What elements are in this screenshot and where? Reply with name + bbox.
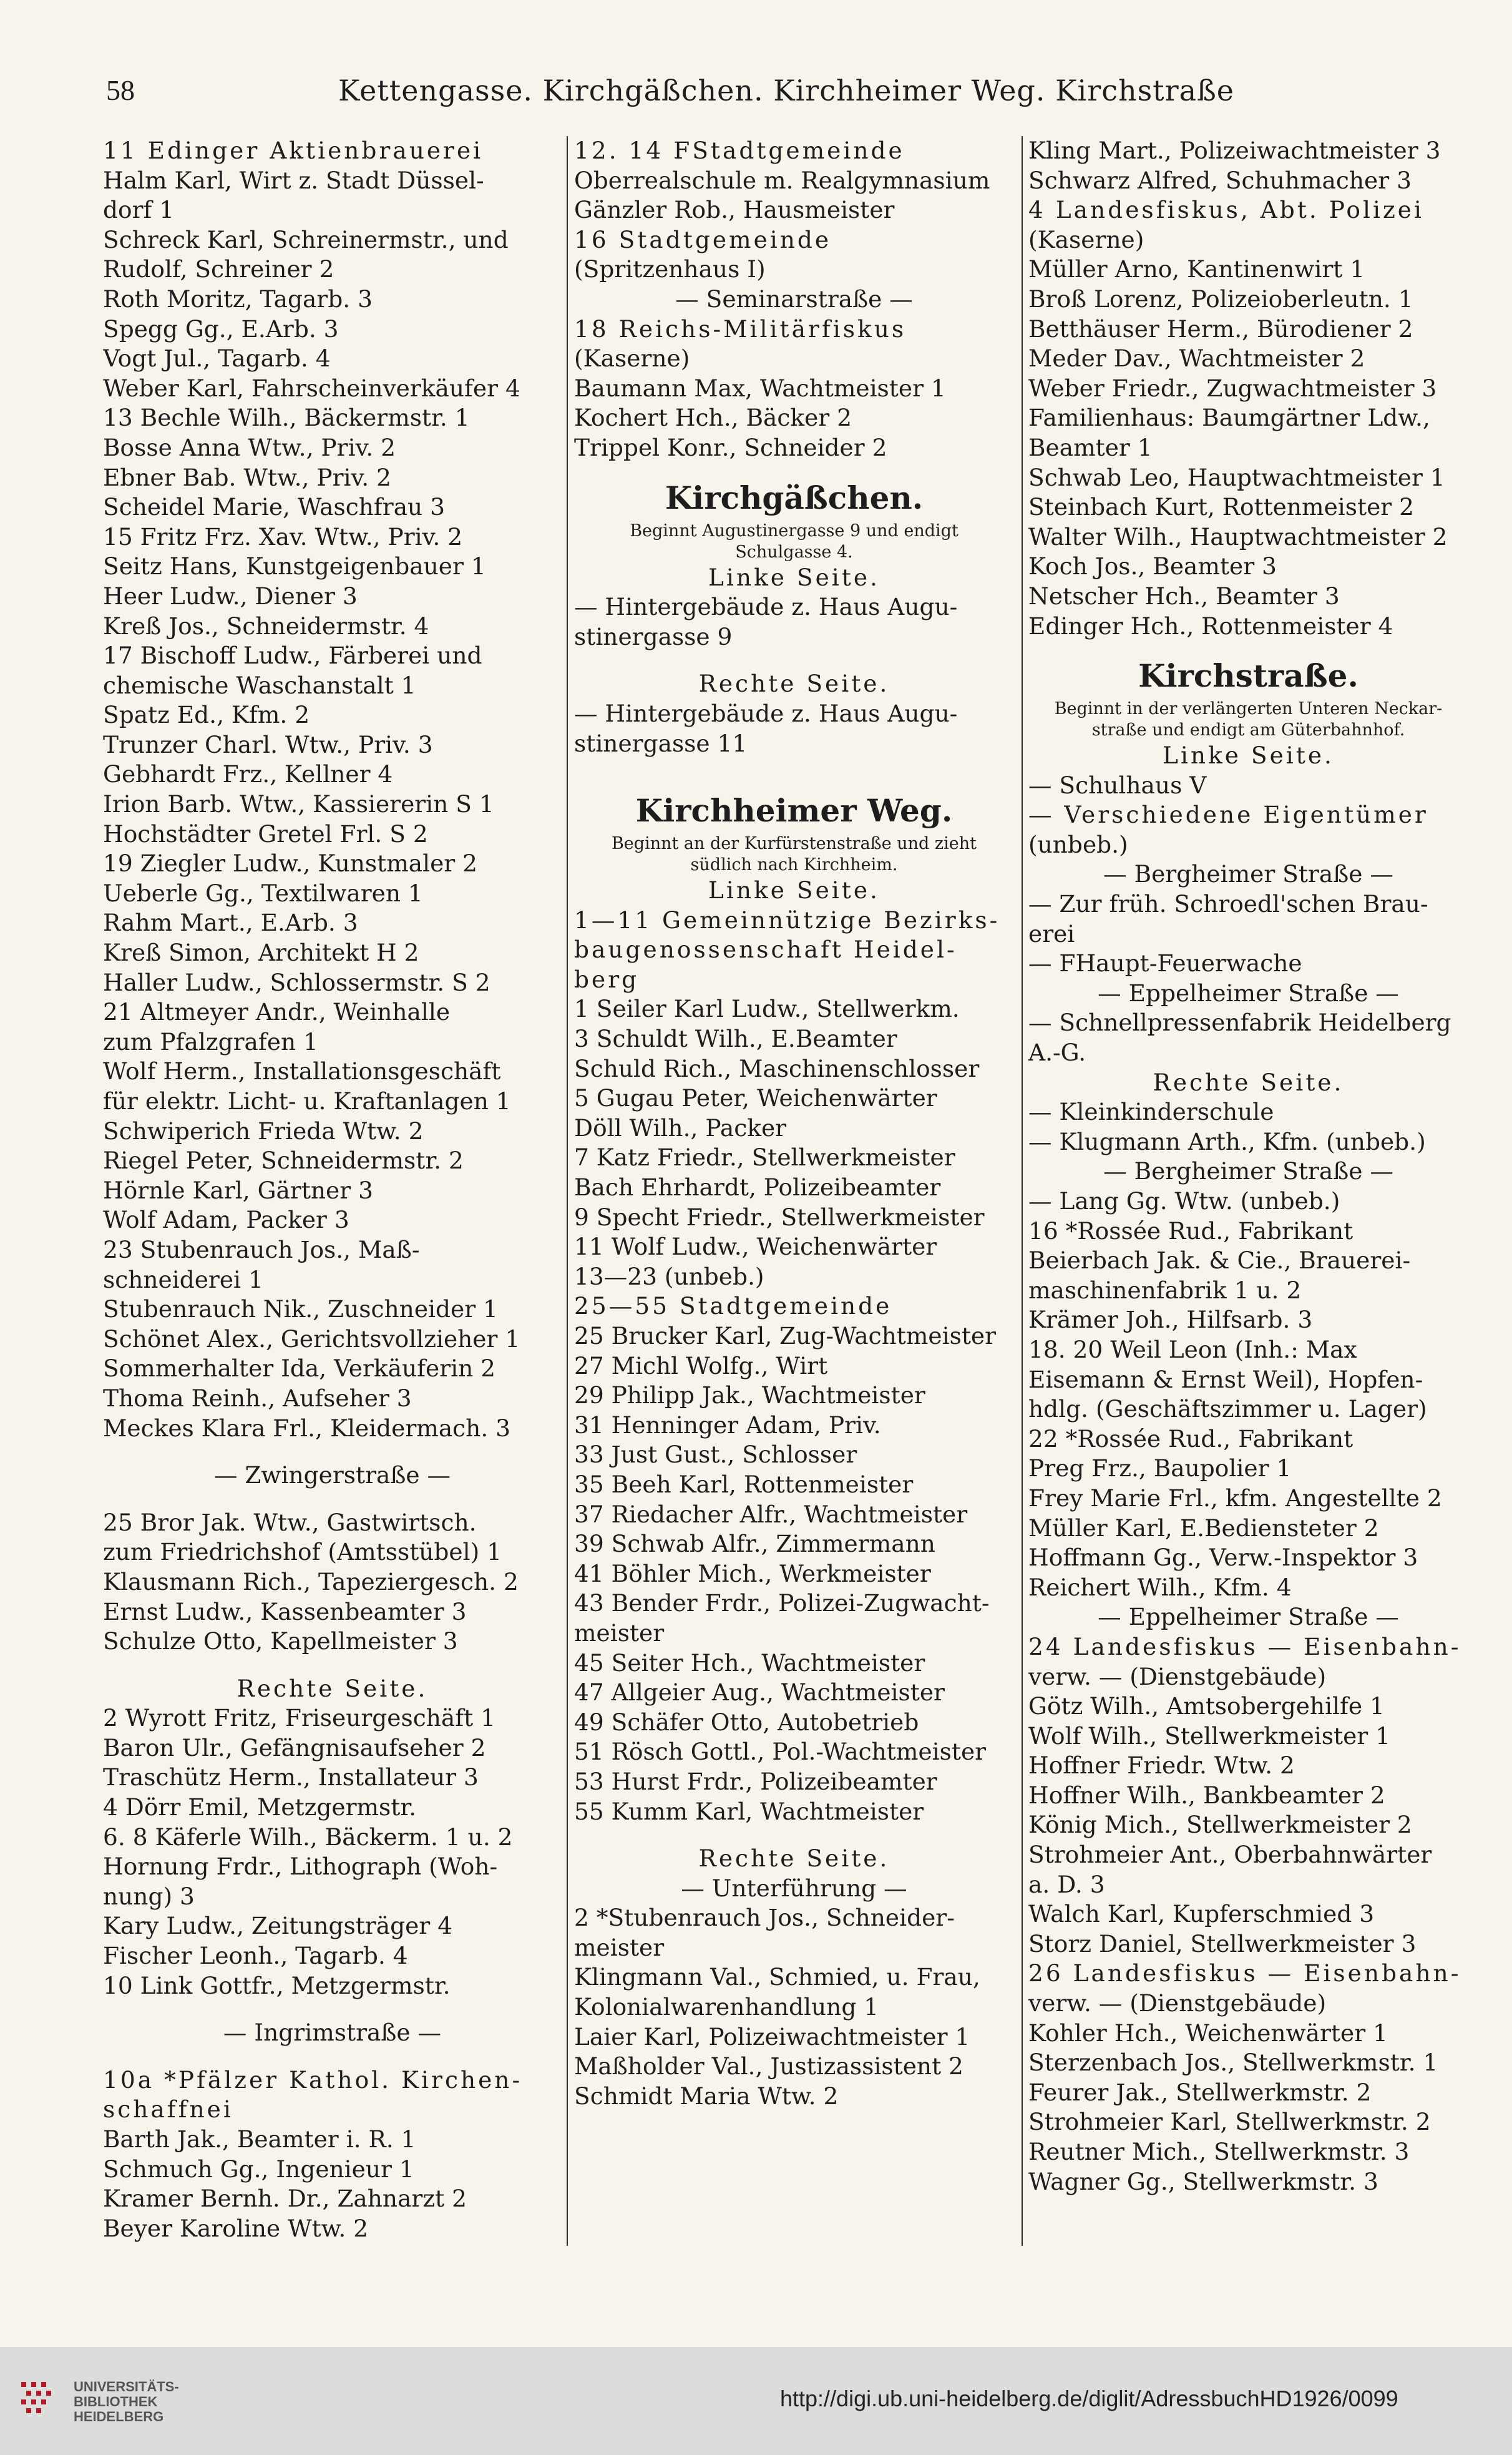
directory-entry: 13—23 (unbeb.) xyxy=(574,1262,764,1290)
directory-entry: Eisemann & Ernst Weil), Hopfen- xyxy=(1028,1365,1423,1393)
directory-entry: Barth Jak., Beamter i. R. 1 xyxy=(103,2125,416,2153)
directory-entry: 15 Fritz Frz. Xav. Wtw., Priv. 2 xyxy=(103,522,463,551)
directory-entry: 1—11 Gemeinnützige Bezirks- xyxy=(574,906,1000,934)
directory-entry: Halm Karl, Wirt z. Stadt Düssel- xyxy=(103,166,484,194)
section-label: — Eppelheimer Straße — xyxy=(1098,1603,1399,1631)
column-left xyxy=(103,136,562,2246)
library-name-line: BIBLIOTHEK xyxy=(74,2394,158,2409)
directory-entry: Weber Karl, Fahrscheinverkäufer 4 xyxy=(103,374,520,402)
directory-entry: A.-G. xyxy=(1028,1039,1086,1067)
directory-entry: Reutner Mich., Stellwerkmstr. 3 xyxy=(1028,2138,1410,2165)
directory-entry: Maßholder Val., Justizassistent 2 xyxy=(574,2052,963,2080)
directory-entry: Hoffner Friedr. Wtw. 2 xyxy=(1028,1752,1295,1780)
directory-entry: Döll Wilh., Packer xyxy=(574,1114,787,1142)
directory-entry: stinergasse 11 xyxy=(574,729,748,757)
directory-entry: Hoffner Wilh., Bankbeamter 2 xyxy=(1028,1781,1385,1809)
directory-entry: Ernst Ludw., Kassenbeamter 3 xyxy=(103,1597,467,1625)
spacer xyxy=(103,1491,562,1508)
directory-entry: 22 *Rossée Rud., Fabrikant xyxy=(1028,1424,1353,1453)
directory-entry: 12. 14 FStadtgemeinde xyxy=(574,137,905,164)
section-label: Linke Seite. xyxy=(708,876,880,904)
directory-entry: Müller Arno, Kantinenwirt 1 xyxy=(1028,255,1365,283)
directory-entry: Spatz Ed., Kfm. 2 xyxy=(103,701,310,729)
directory-entry: 45 Seiter Hch., Wachtmeister xyxy=(574,1649,925,1677)
directory-entry: (Kaserne) xyxy=(574,345,690,373)
directory-entry: chemische Waschanstalt 1 xyxy=(103,671,416,699)
section-label: — Unterführung — xyxy=(681,1874,907,1902)
directory-entry: Irion Barb. Wtw., Kassiererin S 1 xyxy=(103,790,494,818)
street-heading: Kirchgäßchen. xyxy=(665,479,924,516)
directory-entry: 13 Bechle Wilh., Bäckermstr. 1 xyxy=(103,404,470,432)
directory-entry: Trunzer Charl. Wtw., Priv. 3 xyxy=(103,730,433,758)
directory-entry: Stubenrauch Nik., Zuschneider 1 xyxy=(103,1295,498,1323)
directory-entry: Kochert Hch., Bäcker 2 xyxy=(574,404,852,432)
directory-entry: stinergasse 9 xyxy=(574,622,733,650)
directory-entry: 39 Schwab Alfr., Zimmermann xyxy=(574,1530,935,1558)
directory-entry: — Verschiedene Eigentümer xyxy=(1028,801,1428,829)
directory-entry: hdlg. (Geschäftszimmer u. Lager) xyxy=(1028,1395,1427,1423)
directory-entry: Kolonialwarenhandlung 1 xyxy=(574,1993,879,2021)
column-divider xyxy=(1022,136,1023,2246)
section-label: Linke Seite. xyxy=(708,563,880,591)
street-description: straße und endigt am Güterbahnhof. xyxy=(1091,720,1405,740)
directory-entry: 27 Michl Wolfg., Wirt xyxy=(574,1351,828,1379)
column-middle xyxy=(574,136,1014,2246)
directory-entry: 6. 8 Käferle Wilh., Bäckerm. 1 u. 2 xyxy=(103,1823,513,1851)
section-label: Rechte Seite. xyxy=(698,1845,890,1873)
directory-entry: Meder Dav., Wachtmeister 2 xyxy=(1028,345,1365,373)
directory-entry: 24 Landesfiskus — Eisenbahn- xyxy=(1028,1632,1461,1660)
directory-entry: — Schulhaus V xyxy=(1028,771,1207,799)
directory-entry: — Hintergebäude z. Haus Augu- xyxy=(574,699,958,727)
directory-entry: 43 Bender Frdr., Polizei-Zugwacht- xyxy=(574,1589,990,1617)
street-description: Beginnt in der verlängerten Unteren Neckar- xyxy=(1054,699,1443,719)
directory-entry: Schreck Karl, Schreinermstr., und xyxy=(103,225,509,253)
directory-entry: zum Pfalzgrafen 1 xyxy=(103,1027,318,1056)
street-description: südlich nach Kirchheim. xyxy=(690,855,898,875)
street-description: Schulgasse 4. xyxy=(735,542,853,562)
directory-entry: meister xyxy=(574,1619,665,1647)
directory-entry: Wolf Wilh., Stellwerkmeister 1 xyxy=(1028,1722,1390,1750)
directory-entry: 23 Stubenrauch Jos., Maß- xyxy=(103,1235,420,1263)
directory-entry: Rahm Mart., E.Arb. 3 xyxy=(103,909,358,937)
directory-entry: Beierbach Jak. & Cie., Brauerei- xyxy=(1028,1247,1411,1275)
directory-entry: 4 Dörr Emil, Metzgermstr. xyxy=(103,1793,417,1821)
directory-entry: 29 Philipp Jak., Wachtmeister xyxy=(574,1381,925,1409)
directory-entry: Walch Karl, Kupferschmied 3 xyxy=(1028,1900,1375,1928)
directory-entry: schneiderei 1 xyxy=(103,1265,263,1293)
directory-entry: 4 Landesfiskus, Abt. Polizei xyxy=(1028,196,1424,224)
section-label: — Zwingerstraße — xyxy=(213,1461,451,1489)
column-divider xyxy=(567,136,568,2246)
directory-entry: Götz Wilh., Amtsobergehilfe 1 xyxy=(1028,1692,1385,1720)
spacer xyxy=(103,2048,562,2065)
directory-entry: 1 Seiler Karl Ludw., Stellwerkm. xyxy=(574,995,960,1023)
directory-entry: Kohler Hch., Weichenwärter 1 xyxy=(1028,2019,1388,2047)
directory-entry: Ebner Bab. Wtw., Priv. 2 xyxy=(103,463,391,491)
directory-entry: 25—55 Stadtgemeinde xyxy=(574,1292,892,1320)
page-header xyxy=(106,74,1466,117)
directory-entry: Kreß Simon, Architekt H 2 xyxy=(103,939,419,967)
directory-entry: Schönet Alex., Gerichtsvollzieher 1 xyxy=(103,1325,520,1353)
directory-entry: Hörnle Karl, Gärtner 3 xyxy=(103,1176,373,1204)
directory-entry: — FHaupt-Feuerwache xyxy=(1028,949,1302,978)
directory-entry: Sterzenbach Jos., Stellwerkmstr. 1 xyxy=(1028,2049,1438,2077)
spacer xyxy=(103,1443,562,1461)
spacer xyxy=(574,758,1014,776)
directory-entry: Baron Ulr., Gefängnisaufseher 2 xyxy=(103,1733,486,1762)
directory-entry: Schuld Rich., Maschinenschlosser xyxy=(574,1054,980,1082)
directory-entry: Hochstädter Gretel Frl. S 2 xyxy=(103,820,428,848)
source-url-link[interactable]: http://digi.ub.uni-heidelberg.de/diglit/AdressbuchHD1926/0099 xyxy=(780,2386,1398,2411)
directory-entry: 11 Edinger Aktienbrauerei xyxy=(103,137,484,164)
spacer xyxy=(103,2001,562,2018)
page-number: 58 xyxy=(106,74,135,106)
directory-entry: verw. — (Dienstgebäude) xyxy=(1028,1662,1327,1690)
directory-entry: — Schnellpressenfabrik Heidelberg xyxy=(1028,1009,1451,1037)
directory-entry: Schwarz Alfred, Schuhmacher 3 xyxy=(1028,166,1412,194)
directory-entry: Netscher Hch., Beamter 3 xyxy=(1028,582,1340,610)
directory-entry: Familienhaus: Baumgärtner Ldw., xyxy=(1028,404,1430,432)
directory-entry: Hoffmann Gg., Verw.-Inspektor 3 xyxy=(1028,1544,1418,1572)
directory-entry: Haller Ludw., Schlossermstr. S 2 xyxy=(103,968,490,996)
directory-entry: 41 Böhler Mich., Werkmeister xyxy=(574,1559,931,1587)
directory-entry: 11 Wolf Ludw., Weichenwärter xyxy=(574,1233,937,1261)
library-logo-icon xyxy=(19,2379,62,2423)
directory-entry: maschinenfabrik 1 u. 2 xyxy=(1028,1276,1302,1304)
directory-entry: 47 Allgeier Aug., Wachtmeister xyxy=(574,1678,945,1707)
street-heading: Kirchstraße. xyxy=(1138,657,1358,695)
directory-entry: Bosse Anna Wtw., Priv. 2 xyxy=(103,433,396,461)
library-footer xyxy=(0,2347,1512,2455)
spacer xyxy=(103,1657,562,1674)
directory-entry: Spegg Gg., E.Arb. 3 xyxy=(103,315,339,343)
directory-entry: verw. — (Dienstgebäude) xyxy=(1028,1989,1327,2017)
directory-entry: Kreß Jos., Schneidermstr. 4 xyxy=(103,612,429,640)
directory-entry: 2 Wyrott Fritz, Friseurgeschäft 1 xyxy=(103,1704,495,1732)
directory-entry: Laier Karl, Polizeiwachtmeister 1 xyxy=(574,2022,970,2051)
directory-entry: erei xyxy=(1028,919,1075,948)
directory-entry: 49 Schäfer Otto, Autobetrieb xyxy=(574,1708,919,1736)
directory-entry: zum Friedrichshof (Amtsstübel) 1 xyxy=(103,1538,502,1566)
directory-entry: 17 Bischoff Ludw., Färberei und xyxy=(103,642,482,670)
section-label: Rechte Seite. xyxy=(237,1674,428,1702)
directory-entry: 5 Gugau Peter, Weichenwärter xyxy=(574,1084,937,1112)
directory-entry: (unbeb.) xyxy=(1028,830,1128,858)
directory-entry: (Spritzenhaus I) xyxy=(574,255,766,283)
directory-entry: Edinger Hch., Rottenmeister 4 xyxy=(1028,612,1393,640)
directory-entry: Betthäuser Herm., Bürodiener 2 xyxy=(1028,315,1413,343)
directory-entry: Schwiperich Frieda Wtw. 2 xyxy=(103,1117,424,1145)
section-label: Rechte Seite. xyxy=(698,670,890,698)
section-label: Rechte Seite. xyxy=(1153,1068,1344,1096)
directory-entry: 53 Hurst Frdr., Polizeibeamter xyxy=(574,1767,937,1795)
directory-entry: Broß Lorenz, Polizeioberleutn. 1 xyxy=(1028,285,1413,313)
directory-entry: Wagner Gg., Stellwerkmstr. 3 xyxy=(1028,2167,1378,2195)
directory-entry: 10a *Pfälzer Kathol. Kirchen- xyxy=(103,2065,523,2094)
section-label: — Ingrimstraße — xyxy=(223,2019,442,2047)
library-name-line: UNIVERSITÄTS- xyxy=(74,2379,179,2394)
directory-entry: Vogt Jul., Tagarb. 4 xyxy=(103,345,331,373)
directory-entry: für elektr. Licht- u. Kraftanlagen 1 xyxy=(103,1087,511,1115)
street-description: Beginnt Augustinergasse 9 und endigt xyxy=(630,521,958,541)
directory-entry: Koch Jos., Beamter 3 xyxy=(1028,552,1277,581)
section-label: — Eppelheimer Straße — xyxy=(1098,979,1399,1007)
directory-entry: Krämer Joh., Hilfsarb. 3 xyxy=(1028,1306,1313,1334)
directory-entry: 3 Schuldt Wilh., E.Beamter xyxy=(574,1025,897,1053)
directory-entry: Steinbach Kurt, Rottenmeister 2 xyxy=(1028,493,1414,521)
section-label: Linke Seite. xyxy=(1163,742,1334,770)
directory-entry: a. D. 3 xyxy=(1028,1870,1105,1898)
section-label: — Bergheimer Straße — xyxy=(1103,860,1393,888)
directory-entry: Scheidel Marie, Waschfrau 3 xyxy=(103,493,445,521)
directory-entry: Klausmann Rich., Tapeziergesch. 2 xyxy=(103,1567,519,1595)
directory-entry: 7 Katz Friedr., Stellwerkmeister xyxy=(574,1144,955,1172)
directory-entry: Klingmann Val., Schmied, u. Frau, xyxy=(574,1963,980,1991)
directory-entry: — Kleinkinderschule xyxy=(1028,1098,1274,1126)
directory-entry: 51 Rösch Gottl., Pol.-Wachtmeister xyxy=(574,1738,987,1766)
directory-entry: Beamter 1 xyxy=(1028,433,1153,461)
directory-entry: Thoma Reinh., Aufseher 3 xyxy=(103,1384,412,1412)
directory-entry: 9 Specht Friedr., Stellwerkmeister xyxy=(574,1203,985,1231)
directory-entry: Kramer Bernh. Dr., Zahnarzt 2 xyxy=(103,2185,467,2213)
directory-entry: — Hintergebäude z. Haus Augu- xyxy=(574,593,958,621)
directory-entry: — Lang Gg. Wtw. (unbeb.) xyxy=(1028,1187,1340,1215)
directory-entry: Storz Daniel, Stellwerkmeister 3 xyxy=(1028,1929,1417,1958)
section-label: — Bergheimer Straße — xyxy=(1103,1157,1393,1185)
directory-entry: Wolf Herm., Installationsgeschäft xyxy=(103,1057,501,1085)
directory-entry: Reichert Wilh., Kfm. 4 xyxy=(1028,1573,1292,1601)
directory-entry: 10 Link Gottfr., Metzgermstr. xyxy=(103,1971,451,1999)
directory-entry: Walter Wilh., Hauptwachtmeister 2 xyxy=(1028,522,1448,551)
directory-entry: 16 Stadtgemeinde xyxy=(574,225,832,253)
spacer xyxy=(574,1826,1014,1844)
directory-entry: Beyer Karoline Wtw. 2 xyxy=(103,2214,369,2242)
directory-entry: 19 Ziegler Ludw., Kunstmaler 2 xyxy=(103,850,477,878)
directory-entry: Wolf Adam, Packer 3 xyxy=(103,1206,349,1234)
directory-entry: Baumann Max, Wachtmeister 1 xyxy=(574,374,946,402)
directory-entry: Seitz Hans, Kunstgeigenbauer 1 xyxy=(103,552,486,581)
directory-entry: 18. 20 Weil Leon (Inh.: Max xyxy=(1028,1335,1357,1363)
column-right xyxy=(1028,136,1468,2246)
directory-entry: Schwab Leo, Hauptwachtmeister 1 xyxy=(1028,463,1445,491)
library-name xyxy=(74,2379,179,2424)
directory-entry: 25 Brucker Karl, Zug-Wachtmeister xyxy=(574,1322,997,1350)
directory-entry: Kling Mart., Polizeiwachtmeister 3 xyxy=(1028,137,1441,164)
directory-entry: — Klugmann Arth., Kfm. (unbeb.) xyxy=(1028,1127,1426,1155)
directory-entry: Rudolf, Schreiner 2 xyxy=(103,255,334,283)
directory-entry: schaffnei xyxy=(103,2095,233,2124)
directory-entry: berg xyxy=(574,965,640,993)
directory-entry: Gänzler Rob., Hausmeister xyxy=(574,196,895,224)
directory-entry: nung) 3 xyxy=(103,1882,195,1910)
directory-entry: Roth Moritz, Tagarb. 3 xyxy=(103,285,373,313)
directory-entry: Gebhardt Frz., Kellner 4 xyxy=(103,760,393,788)
directory-entry: Schulze Otto, Kapellmeister 3 xyxy=(103,1627,458,1655)
directory-entry: Feurer Jak., Stellwerkmstr. 2 xyxy=(1028,2078,1372,2106)
directory-entry: Trippel Konr., Schneider 2 xyxy=(574,433,887,461)
directory-entry: Sommerhalter Ida, Verkäuferin 2 xyxy=(103,1355,496,1383)
directory-entry: dorf 1 xyxy=(103,196,175,224)
directory-entry: Traschütz Herm., Installateur 3 xyxy=(103,1763,479,1791)
directory-entry: baugenossenschaft Heidel- xyxy=(574,936,957,964)
directory-entry: 31 Henninger Adam, Priv. xyxy=(574,1411,881,1439)
directory-entry: Müller Karl, E.Bediensteter 2 xyxy=(1028,1514,1379,1542)
directory-entry: Schmuch Gg., Ingenieur 1 xyxy=(103,2155,414,2183)
directory-entry: 33 Just Gust., Schlosser xyxy=(574,1441,857,1469)
directory-entry: Heer Ludw., Diener 3 xyxy=(103,582,358,610)
directory-entry: Strohmeier Ant., Oberbahnwärter xyxy=(1028,1841,1432,1869)
directory-entry: 35 Beeh Karl, Rottenmeister xyxy=(574,1470,914,1498)
directory-entry: Kary Ludw., Zeitungsträger 4 xyxy=(103,1912,452,1940)
directory-entry: 2 *Stubenrauch Jos., Schneider- xyxy=(574,1904,955,1932)
directory-entry: Oberrealschule m. Realgymnasium xyxy=(574,166,990,194)
directory-entry: meister xyxy=(574,1933,665,1961)
library-name-line: HEIDELBERG xyxy=(74,2409,164,2424)
spacer xyxy=(574,652,1014,669)
section-label: — Seminarstraße — xyxy=(675,285,913,313)
directory-entry: 55 Kumm Karl, Wachtmeister xyxy=(574,1797,924,1825)
directory-entry: 16 *Rossée Rud., Fabrikant xyxy=(1028,1217,1353,1245)
directory-entry: Fischer Leonh., Tagarb. 4 xyxy=(103,1942,408,1970)
directory-entry: Hornung Frdr., Lithograph (Woh- xyxy=(103,1853,498,1881)
directory-entry: Frey Marie Frl., kfm. Angestellte 2 xyxy=(1028,1484,1442,1512)
directory-entry: König Mich., Stellwerkmeister 2 xyxy=(1028,1811,1412,1839)
directory-entry: Weber Friedr., Zugwachtmeister 3 xyxy=(1028,374,1437,402)
directory-entry: 37 Riedacher Alfr., Wachtmeister xyxy=(574,1500,968,1528)
directory-entry: 18 Reichs-Militärfiskus xyxy=(574,315,907,343)
directory-entry: Bach Ehrhardt, Polizeibeamter xyxy=(574,1174,941,1202)
directory-entry: Strohmeier Karl, Stellwerkmstr. 2 xyxy=(1028,2108,1431,2136)
page-title: Kettengasse. Kirchgäßchen. Kirchheimer Weg. Kirchstraße xyxy=(338,74,1235,107)
directory-entry: 21 Altmeyer Andr., Weinhalle xyxy=(103,998,451,1026)
directory-entry: 25 Bror Jak. Wtw., Gastwirtsch. xyxy=(103,1508,477,1536)
directory-entry: 26 Landesfiskus — Eisenbahn- xyxy=(1028,1959,1461,1987)
directory-entry: — Zur früh. Schroedl'schen Brau- xyxy=(1028,890,1428,918)
directory-entry: (Kaserne) xyxy=(1028,225,1144,253)
street-heading: Kirchheimer Weg. xyxy=(635,792,953,830)
directory-entry: Meckes Klara Frl., Kleidermach. 3 xyxy=(103,1414,511,1442)
street-description: Beginnt an der Kurfürstenstraße und zieht xyxy=(611,834,977,854)
directory-entry: Preg Frz., Baupolier 1 xyxy=(1028,1454,1292,1482)
directory-entry: Ueberle Gg., Textilwaren 1 xyxy=(103,879,423,907)
directory-entry: Schmidt Maria Wtw. 2 xyxy=(574,2082,839,2110)
directory-entry: Riegel Peter, Schneidermstr. 2 xyxy=(103,1147,464,1175)
